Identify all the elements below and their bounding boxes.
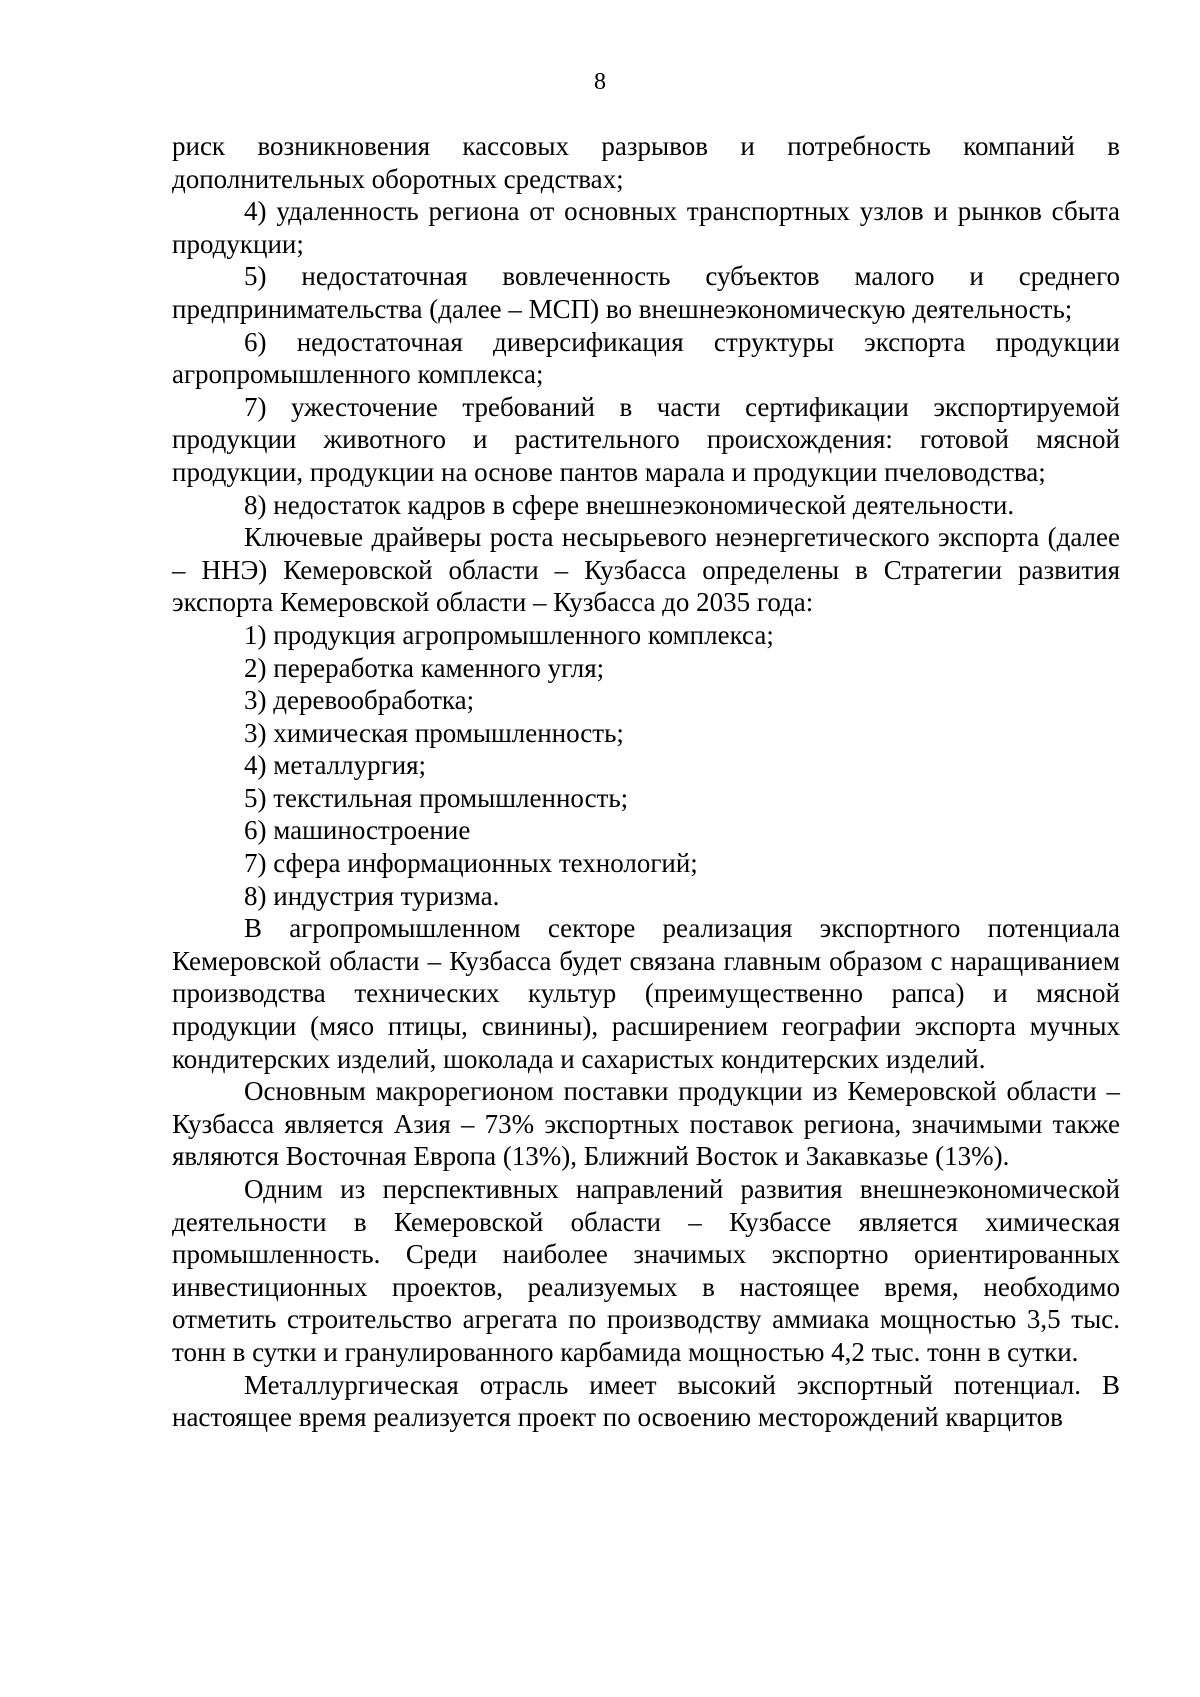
page-number: 8 <box>594 69 606 95</box>
list-item-6-diversification: 6) недостаточная диверсификация структуры экспорта продукции агропромышленного комплекса; <box>172 326 1120 390</box>
list-item-8-personnel: 8) недостаток кадров в сфере внешнеэкономической деятельности. <box>244 489 1015 520</box>
list-item-5-sme: 5) недостаточная вовлеченность субъектов малого и среднего предпринимательства (далее – МСП) во внешнеэкономическую деятельность; <box>172 261 1120 324</box>
paragraph-continuation: риск возникновения кассовых разрывов и потребность компаний в дополнительных оборотных средствах; <box>172 131 1120 194</box>
paragraph-macroregion: Основным макрорегионом поставки продукции из Кемеровской области – Кузбасса является Азия – 73% экспортных поставок региона, значимыми также являются Восточная Европа (13%), Ближний Восток и Закавказье (13%). <box>172 1076 1120 1172</box>
paragraph-chemical-industry: Одним из перспективных направлений развития внешнеэкономической деятельности в Кемеровской области – Кузбассе является химическая промышленность. Среди наиболее значимых экспортно ориентированных инвестиционных проектов, реализуемых в настоящее время, необходимо отметить строительство агрегата по производству аммиака мощностью 3,5 тыс. тонн в сутки и гранулированного карбамида мощностью 4,2 тыс. тонн в сутки. <box>172 1174 1120 1367</box>
driver-item: 7) сфера информационных технологий; <box>244 848 698 879</box>
paragraph-metallurgy: Металлургическая отрасль имеет высокий экспортный потенциал. В настоящее время реализуется проект по освоению месторождений кварцитов <box>172 1369 1120 1433</box>
paragraph-key-drivers: Ключевые драйверы роста несырьевого неэнергетического экспорта (далее – ННЭ) Кемеровской области – Кузбасса определены в Стратегии развития экспорта Кемеровской области – Кузбасса до 2035 года: <box>172 522 1120 618</box>
driver-item: 6) машиностроение <box>244 815 471 846</box>
document-body <box>172 130 1120 1434</box>
driver-item: 1) продукция агропромышленного комплекса; <box>244 619 774 650</box>
driver-item: 8) индустрия туризма. <box>244 880 500 911</box>
driver-item: 3) химическая промышленность; <box>244 717 624 748</box>
driver-item: 4) металлургия; <box>244 750 427 781</box>
driver-item: 3) деревообработка; <box>244 685 475 716</box>
driver-item: 2) переработка каменного угля; <box>244 652 605 683</box>
list-item-7-certification: 7) ужесточение требований в части сертификации экспортируемой продукции животного и растительного происхождения: готовой мясной продукции, продукции на основе пантов марала и продукции пчеловодства; <box>172 391 1120 487</box>
driver-item: 5) текстильная промышленность; <box>244 782 629 813</box>
paragraph-agro-sector: В агропромышленном секторе реализация экспортного потенциала Кемеровской области – Кузбасса будет связана главным образом с наращиванием производства технических культур (преимущественно рапса) и мясной продукции (мясо птицы, свинины), расширением географии экспорта мучных кондитерских изделий, шоколада и сахаристых кондитерских изделий. <box>172 913 1120 1074</box>
list-item-4-remoteness: 4) удаленность региона от основных транспортных узлов и рынков сбыта продукции; <box>172 196 1120 259</box>
